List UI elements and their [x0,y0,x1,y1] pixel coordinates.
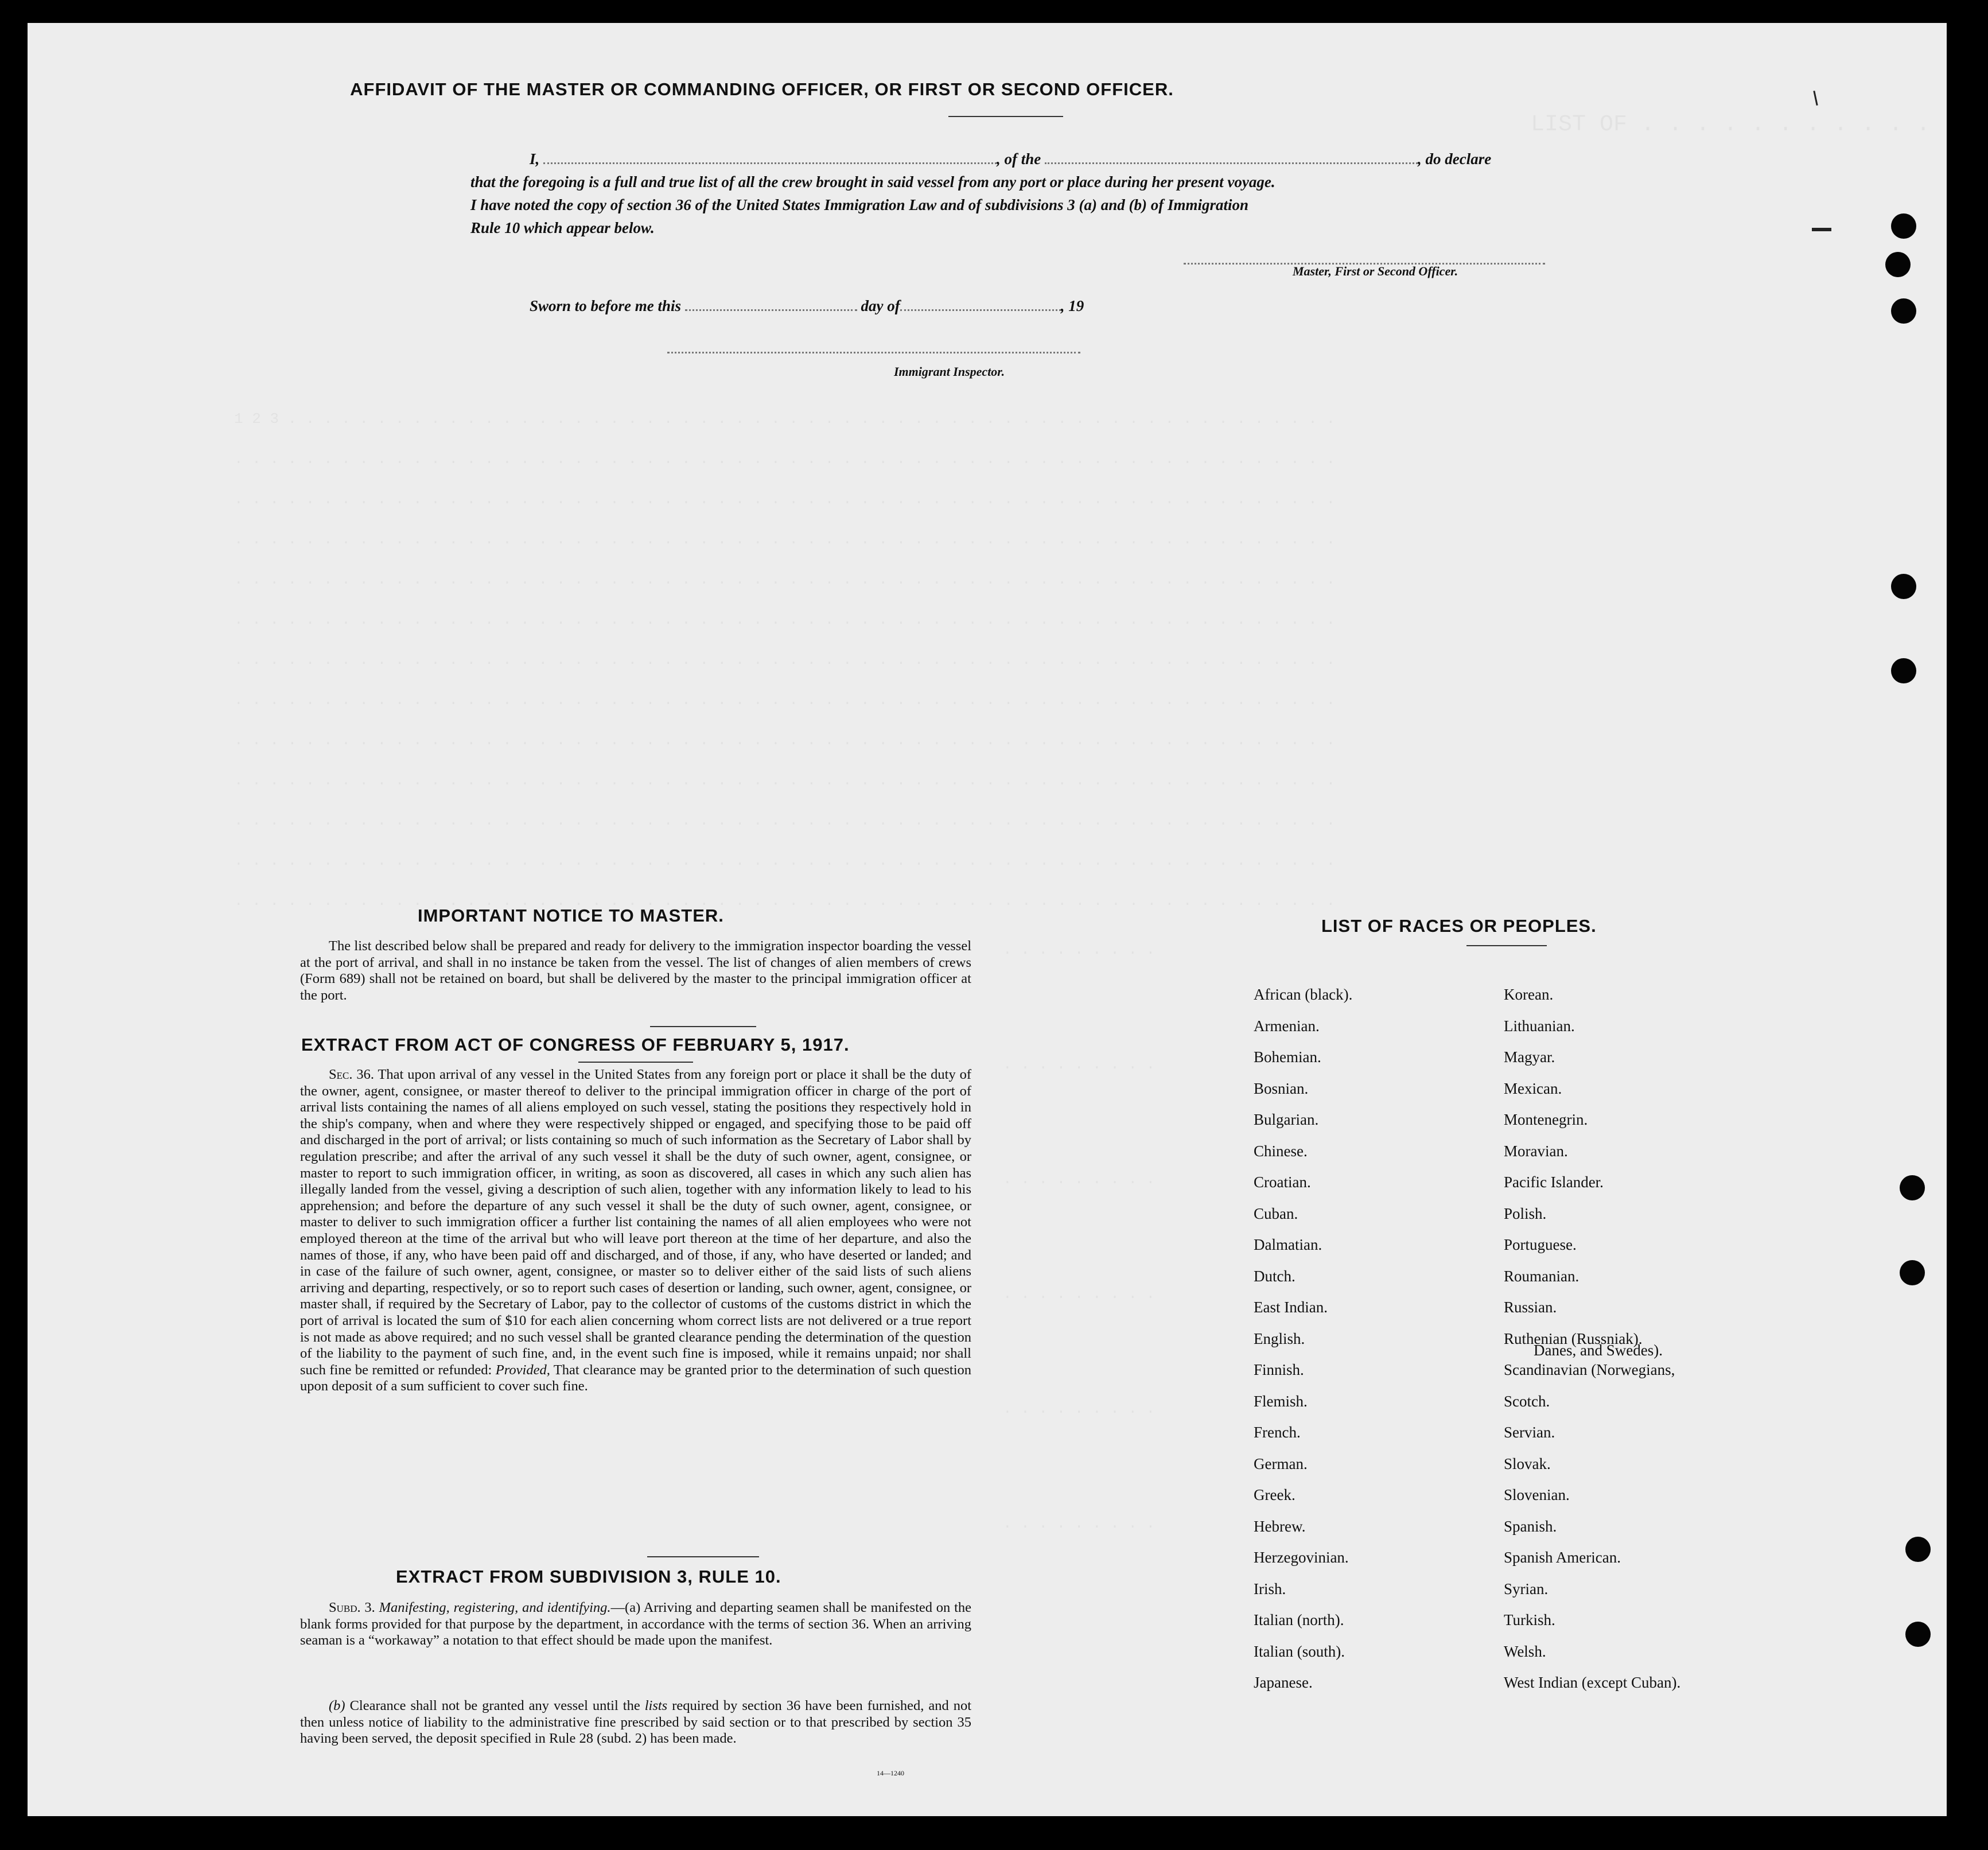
race-item: Dalmatian. [1254,1236,1322,1253]
race-item: Servian. [1504,1424,1555,1441]
race-item: Dutch. [1254,1267,1295,1285]
affidavit-of-the: , of the [997,150,1041,168]
race-item: Herzegovinian. [1254,1549,1349,1566]
act-rule [578,1062,693,1063]
race-item: Turkish. [1504,1611,1555,1629]
inspector-line [667,352,1080,353]
race-item: Flemish. [1254,1392,1308,1410]
day-blank [685,309,857,311]
stray-mark [1812,228,1831,231]
race-item: Moravian. [1504,1142,1568,1160]
race-item: Greek. [1254,1486,1295,1503]
race-item: Irish. [1254,1580,1286,1598]
subd-b-lists: lists [644,1698,668,1713]
subd-b-text-1: Clearance shall not be granted any vessel until the [349,1698,640,1713]
document-page [28,23,1947,1816]
vessel-blank [1045,162,1418,164]
master-label: Master, First or Second Officer. [1293,264,1458,278]
race-item: Korean. [1504,986,1554,1003]
race-item: Italian (north). [1254,1611,1344,1629]
punch-hole [1885,252,1911,277]
subd-title: Manifesting, registering, and identifying. [379,1600,611,1615]
race-item: Hebrew. [1254,1517,1306,1535]
title-rule [948,116,1063,117]
race-item: West Indian (except Cuban). [1504,1674,1681,1691]
year-text: , 19 [1060,297,1084,314]
races-title: LIST OF RACES OR PEOPLES. [1321,916,1597,936]
race-item: Ruthenian (Russniak). [1504,1330,1643,1347]
punch-hole [1891,213,1916,239]
sec-label: Sec. 36. [329,1067,374,1082]
race-item: Cuban. [1254,1204,1298,1222]
affidavit-line-2: that the foregoing is a full and true list of all the crew brought in said vessel from any port or place during her present voyage. [470,173,1275,191]
affidavit-line-1 [530,150,1491,168]
punch-hole [1905,1537,1931,1562]
rule-b-text [300,1698,971,1747]
day-of-text: day of [861,297,900,314]
race-item: African (black). [1254,986,1353,1003]
race-item: English. [1254,1330,1305,1347]
race-item: Finnish. [1254,1361,1304,1378]
punch-hole [1891,574,1916,599]
race-item: Armenian. [1254,1017,1320,1035]
affidavit-title: AFFIDAVIT OF THE MASTER OR COMMANDING OFFICER, OR FIRST OR SECOND OFFICER. [350,79,1174,99]
race-item: Spanish American. [1504,1549,1621,1566]
race-item: Mexican. [1504,1079,1562,1097]
act-text-block [300,1067,971,1395]
races-rule [1466,945,1547,946]
race-item: Japanese. [1254,1674,1313,1691]
sec-36-text: That upon arrival of any vessel in the United States from any foreign port or place it shall be the duty of the owner, agent, consignee, or master thereof to deliver to the principal immigration officer in charge of the port of arrival lists containing the names of all aliens employed on such vessel, stating the positions they respectively hold in the ship's company, when and where they were respectively shipped or engaged, and specifying those to be paid off and discharged in the port of arrival; or lists containing so much of such information as the Secretary of Labor shall by regulation prescribe; and after the arrival of any such vessel it shall be the duty of such owner, agent, consignee, or master to report to such immigration officer, in writing, as soon as discovered, all cases in which any such alien has illegally landed from the vessel, giving a description of such alien, together with any information likely to lead to his apprehension; and before the departure of any such vessel it shall be the duty of such owner, agent, consignee, or master to deliver to such immigration officer a further list containing the names of all alien employees who were not employed thereon at the time of the arrival but who will leave port thereon at the time of her departure, and also the names of those, if any, who have been paid off and discharged, and of those, if any, who have deserted or landed; and in case of the failure of such owner, agent, consignee, or master so to deliver either of the said lists of such aliens arriving and departing, respectively, or so to report such cases of desertion or landing, such owner, agent, consignee, or master shall, if required by the Secretary of Labor, pay to the collector of customs of the customs district in which the port of arrival is located the sum of $10 for each alien concerning whom correct lists are not delivered or a true report is not made as above required; and no such vessel shall be granted clearance pending the determination of the question of the liability to the payment of such fine, and, in the event such fine is imposed, while it remains unpaid; nor shall such fine be remitted or refunded: [300,1067,971,1378]
race-item: Welsh. [1504,1642,1546,1660]
inspector-label: Immigrant Inspector. [894,364,1005,379]
notice-text: The list described below shall be prepared and ready for delivery to the immigration inspector boarding the vessel at the port of arrival, and shall in no instance be taken from the vessel. The list of changes of alien members of crews (Form 689) shall not be retained on board, but shall be delivered by the master to the principal immigration officer at the port. [300,938,971,1003]
race-item: East Indian. [1254,1299,1328,1316]
form-number: 14—1240 [877,1769,904,1777]
notice-rule [650,1026,756,1027]
sworn-text: Sworn to before me this [530,297,682,314]
month-blank [900,309,1061,311]
race-item: Lithuanian. [1504,1017,1575,1035]
race-item: Croatian. [1254,1173,1311,1191]
race-item: Roumanian. [1504,1267,1579,1285]
race-item: Portuguese. [1504,1236,1577,1253]
race-item: Syrian. [1504,1580,1549,1598]
race-item: Slovak. [1504,1455,1551,1472]
affidavit-line-3: I have noted the copy of section 36 of the United States Immigration Law and of subdivisions 3 (a) and (b) of Immigration [470,196,1249,213]
punch-hole [1905,1622,1931,1647]
race-item: French. [1254,1424,1301,1441]
race-item: Bosnian. [1254,1079,1309,1097]
subd-a-text: —(a) Arriving and departing seamen shall be manifested on the blank forms provided for that purpose by the department, in accordance with the terms of section 36. When an arriving seaman is a “workaway” a notation to that effect should be made upon the manifest. [300,1600,972,1649]
race-item: German. [1254,1455,1308,1472]
name-blank [543,162,997,164]
subd-b-text-2: required by section 36 have been furnished, and not then unless notice of liability to the administrative fine prescribed by said section or to that prescribed by section 35 having been served, the deposit specified in Rule 28 (subd. 2) has been made. [300,1698,972,1747]
race-item: Bohemian. [1254,1048,1321,1066]
sworn-line [530,297,1084,315]
rule-title: EXTRACT FROM SUBDIVISION 3, RULE 10. [396,1567,781,1587]
race-item: Chinese. [1254,1142,1308,1160]
race-item: Scotch. [1504,1392,1550,1410]
race-item: Scandinavian (Norwegians, [1504,1361,1675,1378]
provided-word: Provided, [495,1362,550,1378]
act-title: EXTRACT FROM ACT OF CONGRESS OF FEBRUARY 5, 1917. [301,1035,850,1055]
race-item: Slovenian. [1504,1486,1570,1503]
race-item: Spanish. [1504,1517,1557,1535]
race-item: Pacific Islander. [1504,1173,1604,1191]
race-item: Polish. [1504,1204,1547,1222]
race-item: Magyar. [1504,1048,1555,1066]
race-continuation: Danes, and Swedes). [1534,1342,1663,1359]
sec-36-text-end: That clearance may be granted prior to the determination of such question upon deposit of a sum sufficient to cover such fine. [300,1362,972,1394]
stray-mark [1813,91,1818,106]
race-item: Italian (south). [1254,1642,1345,1660]
race-item: Russian. [1504,1299,1557,1316]
affidavit-line-4: Rule 10 which appear below. [470,219,655,236]
punch-hole [1891,658,1916,683]
punch-hole [1900,1175,1925,1200]
race-item: Montenegrin. [1504,1111,1588,1128]
subd-b-label: (b) [329,1698,345,1713]
rule-a-text [300,1600,971,1649]
race-item: Bulgarian. [1254,1111,1319,1128]
punch-hole [1900,1260,1925,1285]
affidavit-i: I, [530,150,540,168]
subd-label: Subd. 3. [329,1600,375,1615]
punch-hole [1891,298,1916,324]
rule-rule [647,1556,759,1557]
affidavit-do-declare: , do declare [1418,150,1492,168]
notice-title: IMPORTANT NOTICE TO MASTER. [418,905,724,926]
